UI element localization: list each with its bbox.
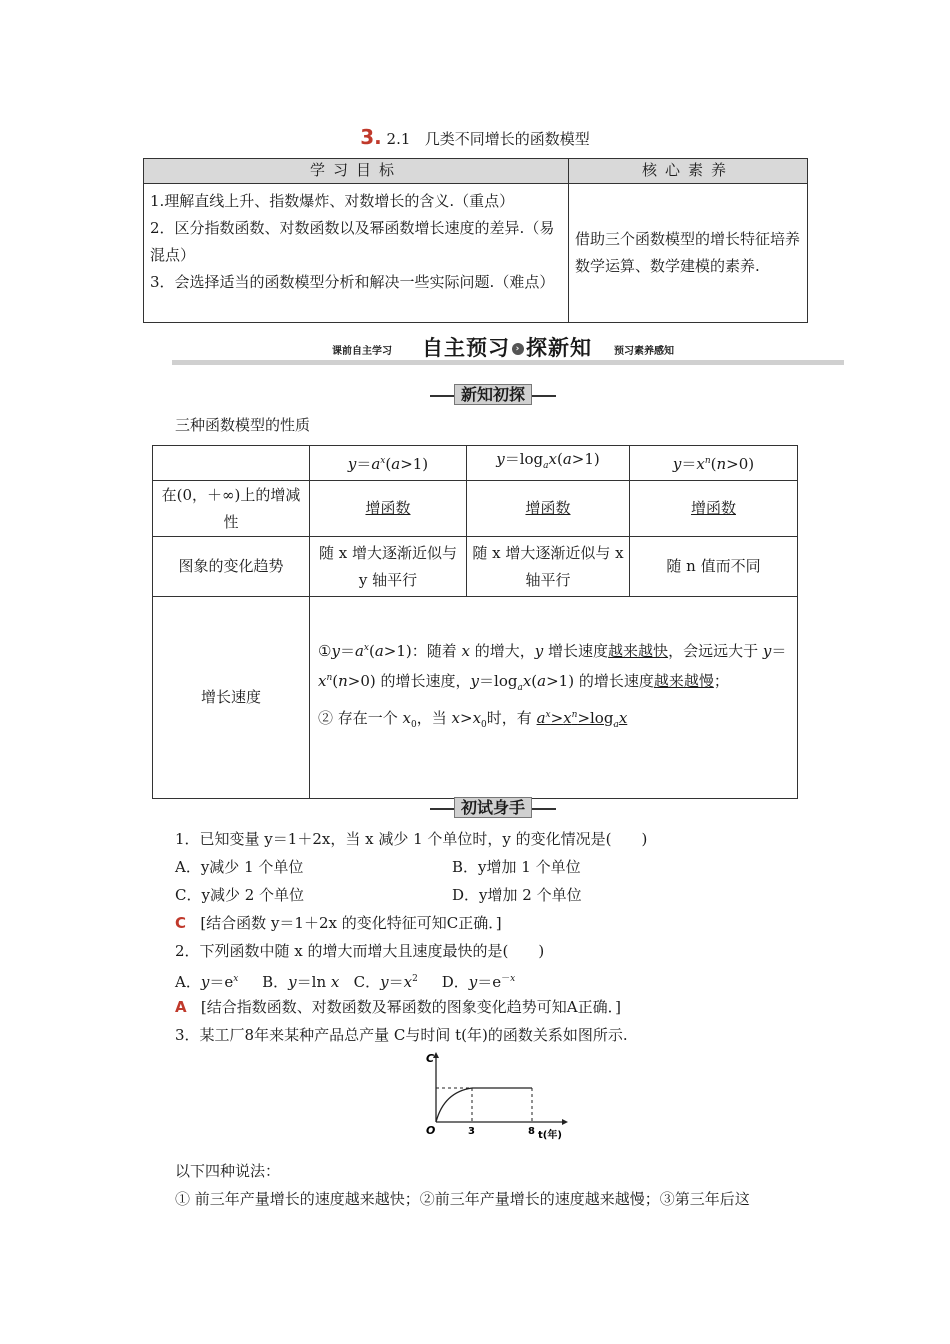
section-intro: 三种函数模型的性质 [175,416,311,434]
cell-increasing: 增函数 [310,481,467,537]
q2-explanation: [结合指数函数、对数函数及幂函数的图象变化趋势可知A正确．] [200,998,621,1016]
q2-stem: 2．下列函数中随 x 的增大而增大且速度最快的是( ) [175,942,545,960]
q3-after-1: 以下四种说法： [175,1162,281,1180]
banner-right-text: 预习素养感知 [614,346,674,357]
banner-main-1: 自主预习 [422,336,510,360]
col-pow: $y=x^n(n>0)$ [630,446,798,481]
banner-main-2: 探新知 [526,336,592,360]
axis-label-y: C [426,1052,435,1065]
objectives-table [143,158,808,323]
section-tag-try [430,797,556,819]
q1-option-a: A．y减少 1 个单位 [175,858,304,876]
origin-label: O [426,1124,436,1137]
banner-left-text: 课前自主学习 [332,346,392,357]
q1-answer-letter: C [175,914,187,932]
page-title [0,125,950,149]
tick-label-8: 8 [528,1126,535,1137]
growth-curve [436,1088,472,1122]
q1-stem: 1．已知变量 y＝1＋2x，当 x 减少 1 个单位时，y 的变化情况是( ) [175,830,648,848]
q2-answer-letter: A [175,998,187,1016]
literacy-header: 核心素养 [569,159,808,184]
objective-item: 3．会选择适当的函数模型分析和解决一些实际问题.（难点） [150,273,555,291]
objective-item: 2．区分指数函数、对数函数以及幂函数增长速度的差异.（易混点） [150,219,555,264]
cell-speed-content: $①y=a^x(a>1)$：随着 x 的增大，y 增长速度越来越快，会远远大于 $y=x^n(n>0)$ 的增长速度，$y=\log_ax(a>1)$ 的增长速度越来越慢； ② 存在一个 $x_0$，当 $x>x_0$时，有 $a^x>x^n>\log_ax$ [310,597,798,799]
axis-label-x: t(年) [538,1130,562,1141]
q2-answer [175,997,621,1017]
title-number: 3. [360,125,382,149]
literacy-text: 借助三个函数模型的增长特征培养数学运算、数学建模的素养. [569,184,808,323]
objective-item: 1.理解直线上升、指数爆炸、对数增长的含义.（重点） [150,192,515,210]
q2-options: A．$y=e^x$ B．y＝ln x C．$y=x^2$ D．$y=e^{-x}$ [175,973,516,991]
q3-stem: 3．某工厂8年来某种产品总产量 C与时间 t(年)的函数关系如图所示. [175,1026,628,1044]
objectives-header: 学习目标 [144,159,569,184]
q1-answer [175,913,502,933]
arrow-icon: › [512,343,524,355]
row-speed-label: 增长速度 [153,597,310,799]
x-axis-arrow-icon [562,1119,568,1125]
q3-graph [420,1050,570,1146]
col-log: $y=\log_ax(a>1)$ [467,446,630,481]
banner-main [422,332,592,362]
section-tag-label: 初试身手 [454,797,532,818]
cell-increasing: 增函数 [467,481,630,537]
tick-label-3: 3 [468,1126,475,1137]
cell-trend-pow: 随 n 值而不同 [630,537,798,597]
objectives-list [144,184,569,323]
corner-cell [153,446,310,481]
col-exp: $y=a^x(a>1)$ [310,446,467,481]
row-monotonic-label: 在(0，＋∞)上的增减性 [153,481,310,537]
row-trend-label: 图象的变化趋势 [153,537,310,597]
cell-increasing: 增函数 [630,481,798,537]
cell-trend-log: 随 x 增大逐渐近似与 x 轴平行 [467,537,630,597]
q1-option-d: D．y增加 2 个单位 [452,886,582,904]
cell-trend-exp: 随 x 增大逐渐近似与 y 轴平行 [310,537,467,597]
properties-table [152,445,798,799]
q1-option-b: B．y增加 1 个单位 [452,858,581,876]
section-tag-new [430,384,556,406]
q1-explanation: [结合函数 y＝1＋2x 的变化特征可知C正确．] [200,914,502,932]
title-text: 几类不同增长的函数模型 [424,130,590,148]
title-subnumber: 2.1 [386,130,411,148]
q3-after-2: ① 前三年产量增长的速度越来越快；②前三年产量增长的速度越来越慢；③第三年后这 [175,1190,750,1208]
section-tag-label: 新知初探 [454,384,532,405]
q1-option-c: C．y减少 2 个单位 [175,886,305,904]
section-banner [172,332,844,366]
